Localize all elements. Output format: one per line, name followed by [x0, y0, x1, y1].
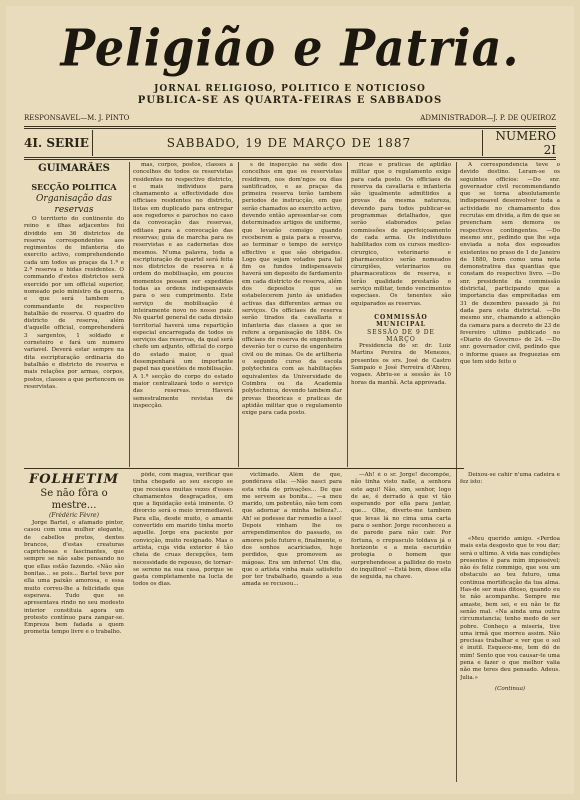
column-5	[460, 162, 560, 467]
commission-heading: COMMISSÃO MUNICIPAL	[374, 313, 428, 329]
responsible-editor: RESPONSAVEL—M. J. PINTO	[24, 114, 130, 122]
article-text: s de inspecção na séde dos concelhos em que os reservistas residirem, nos dom'ngos ou dias santificados, e as praças da primeira reserva terão tambem periodos de instrucção, em que serão chamados ao exercito activo, devendo então apresentar-se com determinados artigos de uniforme, que levarão comsigo quando receberem a guia para a reserva, ao terminar o tempo de serviço effectivo e que são obrigados. Logo que sejam votados para tal fim os fundos indispensaveis haverá um deposito de fardamento em cada districto de reserva, além dos depositos que se estabelecerem junto ás unidades activas das differentes armas ou serviços. Os officiaes de reserva serão tirados da cavallaria e infanteria das classes a que se refere a organisação de 1884. Os officiaes de reserva de engenheria deverão ter o curso de engenheiro civil ou de minas. Os de artilheria o segundo curso da escola polytechnica com as habilitações equivalentes da Universidade de Coimbra ou da Academia polytechnica, devendo tambem dar provas theoricas e praticas de aptidão militar que o regulamento exige para cada posto.	[242, 162, 342, 417]
column-rule	[129, 162, 130, 467]
folhetim-column-4	[351, 472, 451, 792]
divider	[24, 128, 556, 129]
article-columns	[24, 162, 564, 467]
column-3	[242, 162, 342, 467]
story-text: «Meu querido amigo. «Perdoa mais esta desgosto que te vou dar; será o ultimo. A vida nas condições presentes é para mim impossivel; não és feliz commigo, que sou um obstaculo ao teu futuro, uma continua mortificação da tua alma. Has-de ser mais ditoso, quando eu te não acompanhe. Sempre me amaste, bem sei, e eu não te fiz senão mal. «Na ainda uma outra circumstancia; tenho medo de ser pobre. Conheço a miseria, tive uma irmã que morreu assim. Não precisas trabalhar e ver que o sol é inutil. Esquece-me, tem dó de mim! Sento que vou causar-te uma pena e fazer o que melhor valia não me teres deu pensado. Adeus. Julia.»	[460, 536, 560, 681]
column-4	[351, 162, 451, 467]
column-5-continuation	[460, 472, 560, 532]
article-heading: Organisação das reservas	[36, 194, 112, 215]
series-label: 4I. SERIE	[24, 136, 89, 150]
divider	[92, 130, 93, 156]
divider	[482, 130, 483, 156]
issue-date: SABBADO, 19 DE MARÇO DE 1887	[166, 136, 412, 150]
divider	[24, 157, 556, 158]
column-rule	[238, 162, 239, 467]
session-heading: SESSÃO DE 9 DE MARÇO	[367, 328, 435, 343]
article-text: ricas e praticas de aptidão militar que o regulamento exige para cada posto. Os officiaes de reserva da cavallaria e infanteria são igualmente admittidos a provas da mesma natureza, devendo para todos publicar-se programmas detalhados, que serão elaborados pelas commissões de aperfeiçoamento de cada arma. Os individuos habilitados com os cursos medico-cirurgico, veterinario e pharmaceutico serão nomeados cirurgiões, veterinarios ou pharmaceuticos de reserva, e terão qualidade prestarão o serviço militar, tendo vencimentos especiaes. Os tenentes são equiparados as reservas.	[351, 162, 451, 307]
administrator: ADMINISTRADOR—J. P. DE QUEIROZ	[420, 114, 556, 122]
section-heading: SECÇÃO POLITICA	[31, 182, 117, 192]
column-2	[133, 162, 233, 467]
story-title: Se não fôra o mestre...	[40, 488, 108, 511]
issue-number: NUMERO 2I	[495, 129, 556, 157]
story-text: Jorge Bartel, o afamado pintor, casou com uma mulher elegante, de cabellos pretos, dentes brancos, d'estas creaturas caprichosas e fascinantes, que sempre se não sabe pensando no que ellas estão fazendo. «Não são bonitas... se pois... Bartel teve por ella uma paixão amorosa, e essa muito correu-lhe a felicidade que esperava. Tudo que se apresentava rindo no seu modesto interior constituia agora um protesto contínuo para zangar-se. Empreza bem fadada a quem prometia tempo livre e o trabalho.	[24, 520, 124, 636]
story-text: pôde, com magua, verificar que tinha chegado ao seu escopo se que receiava muitas vezes d'esses chamamentos desgraçados, em que a liquidação está iminente. O divorcio será o meio irremediavel. Para ella, desde muito, o amante convertido em marido tinha morto aquelle. Jorge era paciente por convicção, muito resignado. Mas o artista, cuja vida exterior é tão cheia de cruas decepções, tem necessidade de repouso, de tornar-se sereno na sua casa, porque se gasta completamente na lucta de todos os dias.	[133, 472, 233, 588]
continues-note: (Continua)	[494, 685, 526, 692]
staff-line	[24, 114, 556, 122]
story-text: —Ah! é o sr. Jorge! decompõe, não tinha visto nalle, a senhora este aqui! Não, sim, senhor, logo de ae, é derrado á que vi tão esperando por ella para jantar, que... Olhe, diverte-me tambem que levas lá no cima uma carta para o senhor. Jorge reconheceu a de parede para não cair. Por fortuna, o crepusculo toldava já o horizonte e a meia escuridão protegia o homem que surprehendesse a pallidez do rosto do inquilino! —Está bem, disse ella de seguida, na chave.	[351, 472, 451, 581]
article-text: A correspondencia teve o devido destino. Leram-se os seguintes officios: —Do snr. governador civil recommendando que se torna absolutamente indispensavel desenvolver toda a actividade no chamamento dos recrutas em divida, a fim de que se preencham sem demora os respectivos contingentes. —Do mesmo snr., pedindo que lhe seja enviada a nota dos esposados existentes no praso de 1 de Janeiro de 1880, bem como uma nota demonstrativa das quantias que constam do respectivo livro. —Do snr. presidente da commissão districtal, participando que a importancia das empreitadas em 31 de dezembro passado já foi dada para esta districtal. —Do mesmo snr., chamando a attenção da camara para a decreto de 23 de fevereiro ultimo publicado no «Diario do Governo» de 24. —Do snr. governador civil, pedindo que o informe quaes as freguezias em que tem sido feito o	[460, 162, 560, 366]
column-rule	[347, 162, 348, 467]
article-text: Presidencia do sr. dr. Luiz Martins Pereira de Menezes, presentes os srs. José de Castro Sampaio e José Ferreira d'Abreu, vogaes. Abriu-se a sessão ás 10 horas da manhã. Acta approvada.	[351, 343, 451, 386]
folhetim-column-3	[242, 472, 342, 792]
masthead	[6, 16, 574, 107]
story-text: victimado. Além de que, pondérava ella: —Não nasci para esta vida de privações... De que me servem as bonita... —a meu marido, um pobretão, não tem com que adornar a minha belleza?... Ah! se podesse dar remedio a isso! Depois vinham lhe os arrependimentos do passado, os amores pelo futuro e, finalmente, o dos sonhos acariciados, hoje perdidos, que promovem as mágoas. Era um inferno! Um dia, que o artista vinha mais satisfeito por ter trabalhado, quando a sua amada se recusou...	[242, 472, 342, 588]
column-rule	[456, 162, 457, 782]
publication-schedule: PUBLICA-SE AS QUARTA-FEIRAS E SABBADOS	[137, 95, 443, 106]
newspaper-title: Peligião e Patria.	[60, 18, 520, 78]
article-text: Deixou-se cahir n'uma cadeira e fez isto:	[460, 472, 560, 486]
dateline	[24, 130, 556, 156]
folhetim-heading: FOLHETIM	[28, 472, 120, 487]
newspaper-page	[6, 6, 574, 794]
folhetim-column-2	[133, 472, 233, 792]
divider	[24, 126, 556, 127]
newspaper-subtitle: JORNAL RELIGIOSO, POLITICO E NOTICIOSO	[154, 84, 426, 94]
folhetim-column-1	[24, 472, 124, 792]
folhetim-column-5	[460, 536, 560, 792]
place-heading: GUIMARÃES	[38, 163, 110, 174]
divider	[24, 468, 464, 469]
article-text: O territorio do continente do reino e ilhas adjacentes foi dividido em 36 districtos de reserva correspondentes aos regimentos de infanteria do exercito activo, comprehendendo cada um todos as praças da 1.ª e 2.ª reserva e hidas residentes. O commando d'estes districtos será exercido por um official superior, nomeado pelo ministro da guerra, e que será tambem o commandante de respectivo batalhão de reserva. O quadro do districto de reserva, além d'aquelle official, comprehenderá 3 sargentos, 1 soldado e corneteiro e fará um numero variavel. Deverá estar sempre na dita escripturação ordinaria do batalhão e districto de reserva e mais relações por armas, corpos, postos, classes a que pertencem os reservistas.	[24, 216, 124, 390]
column-1	[24, 162, 124, 467]
article-text: mas, corpos, postos, classes a concelhos de todos os reservistas residentes no respectivo districto, e mais individuos para chamamento a effectividade dos officiaes residentes no districto, listas em duplicado para entregar aos regedores e parochos no caso da convocação das reservas, editaes para a convocação das reservas; guia de marcha para os reservistas e as cadernetas dos mesmos. N'uma palavra, toda a escripturação de quartel será feita nos districtos de reserva e á ordem do mobilisação, em poucos momentos possam ser expedidas todas as ordens indispensaveis para o seu cumprimento. Este serviço de mobilisação é inteiramente novo no nosso paiz. No quartel general de cada divisão territorial haverá uma repartição especial encarregada de todos os serviços das reservas, da qual será chefe um adjunto, official do corpo do estado maior, o qual desempenhará um importante papel nas questões de mobilisação. A 1.ª secção do corpo do estado maior centralizará todo o serviço das reservas. Haverá semestralmente revistas de inspecção.	[133, 162, 233, 409]
divider	[24, 159, 556, 160]
story-author: (Frédéric Fèvre)	[49, 512, 99, 519]
